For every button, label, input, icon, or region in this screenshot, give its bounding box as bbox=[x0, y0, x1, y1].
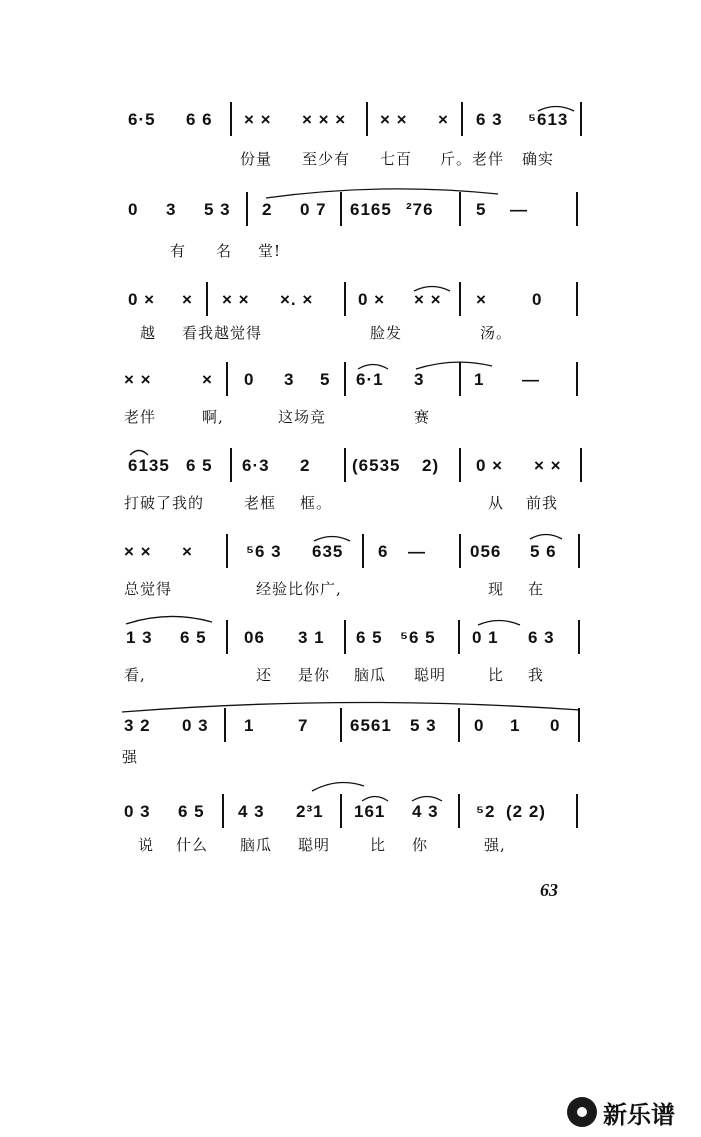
note-group: × × bbox=[380, 110, 408, 129]
note-group: 1 bbox=[474, 370, 485, 389]
note-group: ²76 bbox=[406, 200, 434, 219]
note-group: × bbox=[182, 290, 193, 309]
barline bbox=[459, 282, 461, 316]
lyric: 斤。老伴 bbox=[440, 150, 505, 168]
slur bbox=[124, 612, 214, 626]
lyric: 老框 bbox=[244, 494, 277, 512]
barline bbox=[576, 362, 578, 396]
barline bbox=[580, 448, 582, 482]
lyric: 现 bbox=[488, 580, 505, 598]
lyric: 有 bbox=[170, 242, 187, 260]
page-number: 63 bbox=[540, 880, 558, 900]
notation-row bbox=[0, 708, 701, 748]
note-group: × bbox=[476, 290, 487, 309]
barline bbox=[226, 534, 228, 568]
watermark-text: 新乐谱 bbox=[603, 1100, 675, 1129]
lyric: 赛 bbox=[414, 408, 431, 426]
note-group: 0 bbox=[474, 716, 485, 735]
note-group: 6 3 bbox=[528, 628, 555, 647]
note-group: × bbox=[182, 542, 193, 561]
note-group: 6·1 bbox=[356, 370, 384, 389]
note-group: 3 bbox=[284, 370, 295, 389]
lyric: 经验比你广, bbox=[256, 580, 342, 598]
note-group: 0 3 bbox=[182, 716, 209, 735]
lyric: 比 bbox=[370, 836, 387, 854]
phrase-slur bbox=[118, 698, 584, 714]
barline bbox=[459, 534, 461, 568]
note-group: 2) bbox=[422, 456, 440, 475]
lyric: 份量 bbox=[240, 150, 273, 168]
lyric: 看, bbox=[124, 666, 146, 684]
lyric: 在 bbox=[528, 580, 545, 598]
note-group: 0 bbox=[128, 200, 139, 219]
note-group: 056 bbox=[470, 542, 502, 561]
note-group: 6 5 bbox=[180, 628, 207, 647]
barline bbox=[459, 362, 461, 396]
barline bbox=[206, 282, 208, 316]
note-group: 5 3 bbox=[204, 200, 231, 219]
barline bbox=[580, 102, 582, 136]
note-group: 5 3 bbox=[410, 716, 437, 735]
barline bbox=[230, 102, 232, 136]
lyric: 老伴 bbox=[124, 408, 157, 426]
note-group: 6 5 bbox=[178, 802, 205, 821]
slur bbox=[312, 532, 352, 542]
lyric: 什么 bbox=[176, 836, 209, 854]
lyric: 打破了我的 bbox=[124, 494, 205, 512]
note-group: 0 7 bbox=[300, 200, 327, 219]
note-group: × × bbox=[414, 290, 442, 309]
notation-row bbox=[0, 534, 701, 574]
note-group: ⁵6 5 bbox=[400, 628, 436, 647]
note-group: × × bbox=[124, 542, 152, 561]
watermark-logo bbox=[567, 1092, 675, 1132]
barline bbox=[366, 102, 368, 136]
barline bbox=[576, 192, 578, 226]
notation-row bbox=[0, 448, 701, 488]
note-group: 4 3 bbox=[238, 802, 265, 821]
note-group: × bbox=[438, 110, 449, 129]
barline bbox=[458, 620, 460, 654]
slur bbox=[128, 446, 150, 456]
note-group: 2 bbox=[300, 456, 311, 475]
note-group: 6 6 bbox=[186, 110, 213, 129]
lyric: 脸发 bbox=[370, 324, 403, 342]
note-group: 7 bbox=[298, 716, 309, 735]
note-group: — bbox=[522, 370, 540, 389]
note-group: 3 bbox=[414, 370, 425, 389]
lyric: 我 bbox=[528, 666, 545, 684]
vinyl-record-icon bbox=[567, 1097, 597, 1127]
lyric: 说 bbox=[138, 836, 155, 854]
lyric: 名 bbox=[216, 242, 233, 260]
note-group: 4 3 bbox=[412, 802, 439, 821]
barline bbox=[576, 794, 578, 828]
slur bbox=[310, 778, 366, 792]
barline bbox=[224, 708, 226, 742]
note-group: × × bbox=[124, 370, 152, 389]
notation-row bbox=[0, 620, 701, 660]
note-group: 0 bbox=[550, 716, 561, 735]
barline bbox=[340, 708, 342, 742]
note-group: 06 bbox=[244, 628, 265, 647]
lyric: 看我越觉得 bbox=[182, 324, 263, 342]
barline bbox=[459, 448, 461, 482]
note-group: × × bbox=[222, 290, 250, 309]
lyric: 聪明 bbox=[414, 666, 447, 684]
barline bbox=[226, 362, 228, 396]
note-group: 1 bbox=[510, 716, 521, 735]
slur bbox=[410, 792, 444, 802]
note-group: 1 3 bbox=[126, 628, 153, 647]
barline bbox=[222, 794, 224, 828]
note-group: 0 bbox=[532, 290, 543, 309]
note-group: — bbox=[408, 542, 426, 561]
lyric: 强 bbox=[122, 748, 139, 766]
note-group: 3 2 bbox=[124, 716, 151, 735]
note-group: × × bbox=[244, 110, 272, 129]
note-group: ⁵6 3 bbox=[246, 542, 282, 561]
lyric: 这场竞 bbox=[278, 408, 327, 426]
note-group: 0 × bbox=[358, 290, 386, 309]
slur bbox=[356, 360, 390, 370]
phrase-slur bbox=[262, 184, 502, 200]
lyric: 确实 bbox=[522, 150, 555, 168]
note-group: 635 bbox=[312, 542, 344, 561]
barline bbox=[576, 282, 578, 316]
note-group: 6 bbox=[378, 542, 389, 561]
note-group: 2 bbox=[262, 200, 273, 219]
note-group: × × × bbox=[302, 110, 347, 129]
lyric: 总觉得 bbox=[124, 580, 173, 598]
note-group: 1 bbox=[244, 716, 255, 735]
barline bbox=[340, 794, 342, 828]
note-group: 6 5 bbox=[356, 628, 383, 647]
lyric: 聪明 bbox=[298, 836, 331, 854]
lyric: 啊, bbox=[202, 408, 224, 426]
barline bbox=[458, 708, 460, 742]
lyric: 脑瓜 bbox=[354, 666, 387, 684]
lyric: 前我 bbox=[526, 494, 559, 512]
note-group: 5 bbox=[476, 200, 487, 219]
note-group: 0 bbox=[244, 370, 255, 389]
barline bbox=[230, 448, 232, 482]
barline bbox=[458, 794, 460, 828]
lyric: 七百 bbox=[380, 150, 413, 168]
note-group: 0 × bbox=[476, 456, 504, 475]
barline bbox=[578, 620, 580, 654]
note-group: (2 2) bbox=[506, 802, 546, 821]
barline bbox=[344, 448, 346, 482]
lyric: 强, bbox=[484, 836, 506, 854]
note-group: 0 3 bbox=[124, 802, 151, 821]
lyric: 至少有 bbox=[302, 150, 351, 168]
note-group: 0 × bbox=[128, 290, 156, 309]
lyric: 越 bbox=[140, 324, 157, 342]
lyric: 比 bbox=[488, 666, 505, 684]
slur bbox=[360, 792, 390, 802]
barline bbox=[578, 708, 580, 742]
note-group: × × bbox=[534, 456, 562, 475]
note-group: ×. × bbox=[280, 290, 314, 309]
lyric: 汤。 bbox=[480, 324, 513, 342]
lyric: 脑瓜 bbox=[240, 836, 273, 854]
note-group: — bbox=[510, 200, 528, 219]
barline bbox=[344, 282, 346, 316]
note-group: 6561 bbox=[350, 716, 392, 735]
note-group: ⁵2 bbox=[476, 802, 496, 821]
note-group: 161 bbox=[354, 802, 386, 821]
note-group: (6535 bbox=[352, 456, 401, 475]
note-group: 6 5 bbox=[186, 456, 213, 475]
barline bbox=[578, 534, 580, 568]
lyric: 从 bbox=[488, 494, 505, 512]
note-group: 0 1 bbox=[472, 628, 499, 647]
barline bbox=[340, 192, 342, 226]
note-group: 3 1 bbox=[298, 628, 325, 647]
notation-row bbox=[0, 794, 701, 834]
notation-row bbox=[0, 102, 701, 142]
note-group: 2³1 bbox=[296, 802, 324, 821]
notation-row bbox=[0, 362, 701, 402]
slur bbox=[414, 358, 494, 370]
slur bbox=[528, 530, 564, 540]
barline bbox=[461, 102, 463, 136]
lyric: 是你 bbox=[298, 666, 331, 684]
note-group: 6·3 bbox=[242, 456, 270, 475]
barline bbox=[362, 534, 364, 568]
barline bbox=[344, 362, 346, 396]
note-group: 5 bbox=[320, 370, 331, 389]
note-group: 6·5 bbox=[128, 110, 156, 129]
lyric: 你 bbox=[412, 836, 429, 854]
note-group: ⁵613 bbox=[528, 110, 569, 129]
note-group: 6135 bbox=[128, 456, 170, 475]
barline bbox=[246, 192, 248, 226]
lyric: 框。 bbox=[300, 494, 333, 512]
notation-row bbox=[0, 282, 701, 322]
note-group: 6 3 bbox=[476, 110, 503, 129]
note-group: 5 6 bbox=[530, 542, 557, 561]
lyric: 还 bbox=[256, 666, 273, 684]
note-group: × bbox=[202, 370, 213, 389]
slur bbox=[476, 616, 522, 626]
barline bbox=[344, 620, 346, 654]
lyric: 堂! bbox=[258, 242, 282, 260]
barline bbox=[459, 192, 461, 226]
note-group: 3 bbox=[166, 200, 177, 219]
note-group: 6165 bbox=[350, 200, 392, 219]
barline bbox=[226, 620, 228, 654]
notation-row bbox=[0, 192, 701, 232]
